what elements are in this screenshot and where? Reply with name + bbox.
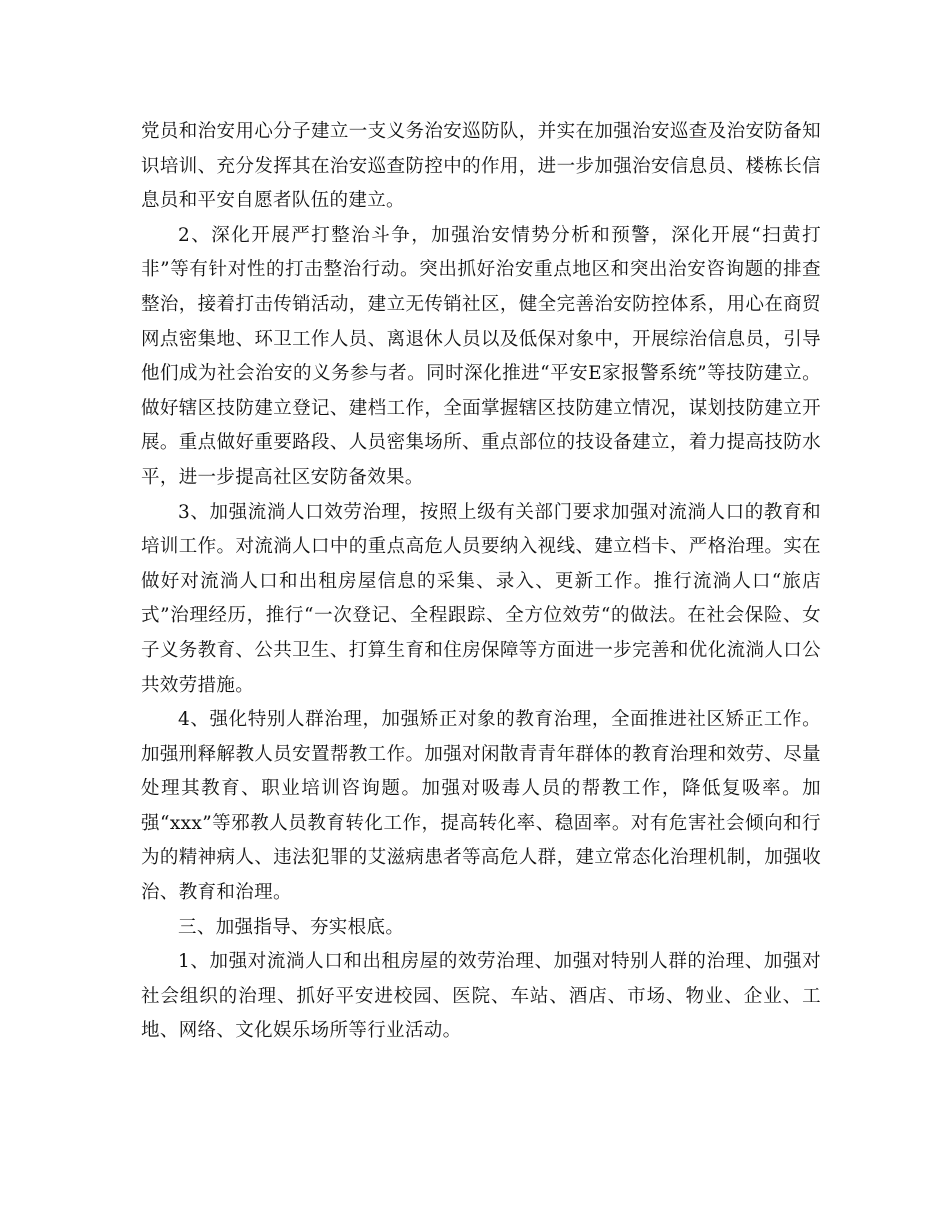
paragraph-4: 4、强化特别人群治理，加强矫正对象的教育治理，全面推进社区矫正工作。加强刑释解教人员安置帮教工作。加强对闲散青青年群体的教育治理和效劳、尽量处理其教育、职业培训咨询题。加强对吸毒人员的帮教工作，降低复吸率。加强“xxx”等邪教人员教育转化工作，提高转化率、稳固率。对有危害社会倾向和行为的精神病人、违法犯罪的艾滋病患者等高危人群，建立常态化治理机制，加强收治、教育和治理。 (141, 709, 821, 904)
paragraph-3: 3、加强流淌人口效劳治理，按照上级有关部门要求加强对流淌人口的教育和培训工作。对流淌人口中的重点高危人员要纳入视线、建立档卡、严格治理。实在做好对流淌人口和出租房屋信息的采集、录入、更新工作。推行流淌人口“旅店式”治理经历，推行“一次登记、全程跟踪、全方位效劳“的做法。在社会保险、女子义务教育、公共卫生、打算生育和住房保障等方面进一步完善和优化流淌人口公共效劳措施。 (141, 501, 821, 696)
document-body (141, 115, 821, 1049)
paragraph-5: 1、加强对流淌人口和出租房屋的效劳治理、加强对特别人群的治理、加强对社会组织的治理、抓好平安进校园、医院、车站、酒店、市场、物业、企业、工地、网络、文化娱乐场所等行业活动。 (141, 951, 821, 1042)
paragraph-2: 2、深化开展严打整治斗争，加强治安情势分析和预警，深化开展“扫黄打非”等有针对性的打击整治行动。突出抓好治安重点地区和突出治安咨询题的排查整治，接着打击传销活动，建立无传销社区，健全完善治安防控体系，用心在商贸网点密集地、环卫工作人员、离退休人员以及低保对象中，开展综治信息员，引导他们成为社会治安的义务参与者。同时深化推进“平安E家报警系统”等技防建立。做好辖区技防建立登记、建档工作，全面掌握辖区技防建立情况，谋划技防建立开展。重点做好重要路段、人员密集场所、重点部位的技设备建立，着力提高技防水平，进一步提高社区安防备效果。 (141, 224, 821, 488)
section-heading-3: 三、加强指导、夯实根底。 (178, 916, 405, 938)
paragraph-1: 党员和治安用心分子建立一支义务治安巡防队，并实在加强治安巡查及治安防备知识培训、充分发挥其在治安巡查防控中的作用，进一步加强治安信息员、楼栋长信息员和平安自愿者队伍的建立。 (141, 121, 821, 212)
